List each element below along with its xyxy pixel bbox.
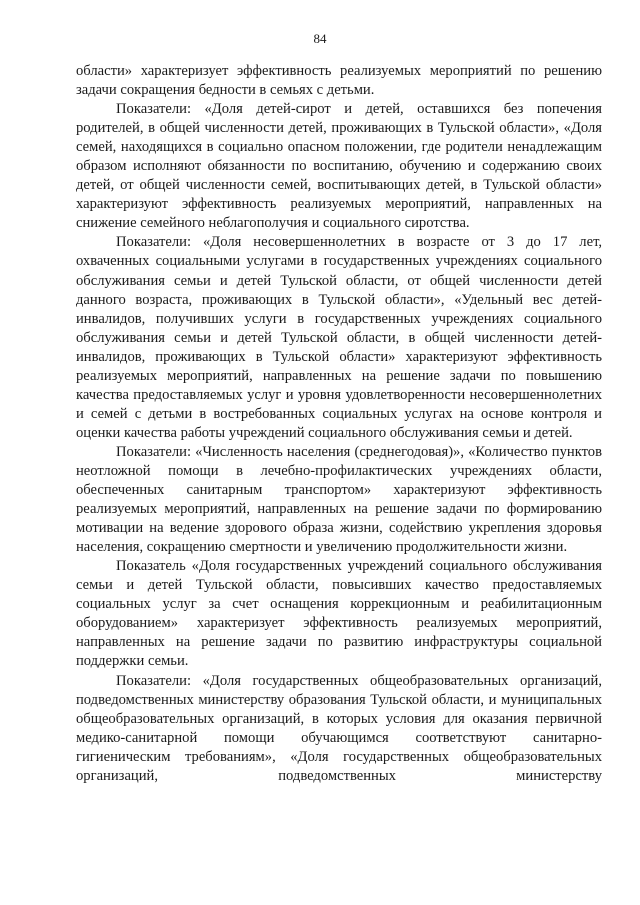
paragraph-5: Показатель «Доля государственных учреждений социального обслуживания семьи и детей Тульской области, повысивших качество предоставляемых социальных услуг за счет оснащения коррекционным и реабилитационным оборудованием» характеризует эффективность реализуемых мероприятий, направленных на решение задачи по развитию инфраструктуры социальной поддержки семьи. — [76, 558, 602, 670]
document-body — [76, 62, 602, 786]
paragraph-2: Показатели: «Доля детей-сирот и детей, оставшихся без попечения родителей, в общей численности детей, проживающих в Тульской области», «Доля семей, находящихся в социально опасном положении, где родители ненадлежащим образом исполняют обязанности по воспитанию, обучению и содержанию своих детей, от общей численности семей, воспитывающих детей, в Тульской области» характеризуют эффективность реализуемых мероприятий, направленных на снижение семейного неблагополучия и социального сиротства. — [76, 101, 602, 232]
page-number: 84 — [313, 31, 327, 46]
paragraph-4: Показатели: «Численность населения (среднегодовая)», «Количество пунктов неотложной помощи в лечебно-профилактических учреждениях области, обеспеченных санитарным транспортом» характеризуют эффективность реализуемых мероприятий, направленных на решение задачи по формированию мотивации на ведение здорового образа жизни, содействию укрепления здоровья населения, сокращению смертности и увеличению продолжительности жизни. — [76, 443, 602, 556]
paragraph-1: области» характеризует эффективность реализуемых мероприятий по решению задачи сокращения бедности в семьях с детьми. — [76, 63, 602, 99]
paragraph-6: Показатели: «Доля государственных общеобразовательных организаций, подведомственных министерству образования Тульской области, и муниципальных общеобразовательных организаций, в которых условия для оказания первичной медико-санитарной помощи обучающимся соответствуют санитарно-гигиеническим требованиям», «Доля государственных общеобразовательных организаций, подведомственных министерству — [76, 672, 602, 784]
paragraph-3: Показатели: «Доля несовершеннолетних в возрасте от 3 до 17 лет, охваченных социальными услугами в государственных учреждениях социального обслуживания семьи и детей Тульской области, от общей численности детей данного возраста, проживающих в Тульской области», «Удельный вес детей-инвалидов, получивших услуги в государственных учреждениях социального обслуживания семьи и детей Тульской области, в общей численности детей-инвалидов, проживающих в Тульской области» характеризуют эффективность реализуемых мероприятий, направленных на решение задачи по повышению качества предоставляемых услуг и уровня удовлетворенности несовершеннолетних и семей с детьми в востребованных социальных услугах на основе контроля и оценки качества работы учреждений социального обслуживания семьи и детей. — [76, 234, 602, 441]
